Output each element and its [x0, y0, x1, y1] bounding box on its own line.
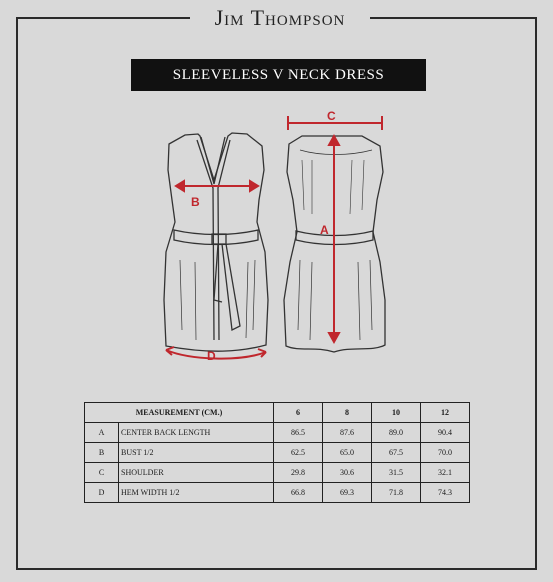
- row-code: A: [85, 423, 119, 443]
- header-size-6: 6: [274, 403, 323, 423]
- row-value: 66.8: [274, 483, 323, 503]
- row-value: 90.4: [421, 423, 470, 443]
- row-value: 69.3: [323, 483, 372, 503]
- header-measurement: MEASUREMENT (CM.): [85, 403, 274, 423]
- size-chart-table: [84, 402, 470, 503]
- row-value: 67.5: [372, 443, 421, 463]
- row-value: 86.5: [274, 423, 323, 443]
- row-value: 31.5: [372, 463, 421, 483]
- row-code: D: [85, 483, 119, 503]
- size-chart-header: [85, 403, 470, 423]
- header-size-12: 12: [421, 403, 470, 423]
- label-a: A: [320, 223, 329, 237]
- row-value: 89.0: [372, 423, 421, 443]
- table-row: [85, 423, 470, 443]
- table-row: [85, 443, 470, 463]
- row-measurement-name: BUST 1/2: [119, 443, 274, 463]
- header-size-10: 10: [372, 403, 421, 423]
- brand-logo: Jim Thompson: [190, 4, 370, 32]
- row-value: 74.3: [421, 483, 470, 503]
- label-d: D: [207, 349, 216, 363]
- row-value: 87.6: [323, 423, 372, 443]
- row-value: 71.8: [372, 483, 421, 503]
- dress-front-drawing: [164, 133, 268, 351]
- row-value: 29.8: [274, 463, 323, 483]
- row-value: 70.0: [421, 443, 470, 463]
- row-measurement-name: SHOULDER: [119, 463, 274, 483]
- measurement-a: [329, 136, 339, 342]
- row-value: 65.0: [323, 443, 372, 463]
- row-value: 32.1: [421, 463, 470, 483]
- row-code: B: [85, 443, 119, 463]
- row-measurement-name: CENTER BACK LENGTH: [119, 423, 274, 443]
- label-c: C: [327, 109, 336, 123]
- table-row: [85, 483, 470, 503]
- row-measurement-name: HEM WIDTH 1/2: [119, 483, 274, 503]
- header-size-8: 8: [323, 403, 372, 423]
- row-value: 62.5: [274, 443, 323, 463]
- row-value: 30.6: [323, 463, 372, 483]
- product-title: SLEEVELESS V NECK DRESS: [131, 59, 426, 91]
- label-b: B: [191, 195, 200, 209]
- table-row: [85, 463, 470, 483]
- measurement-b: [176, 181, 258, 191]
- row-code: C: [85, 463, 119, 483]
